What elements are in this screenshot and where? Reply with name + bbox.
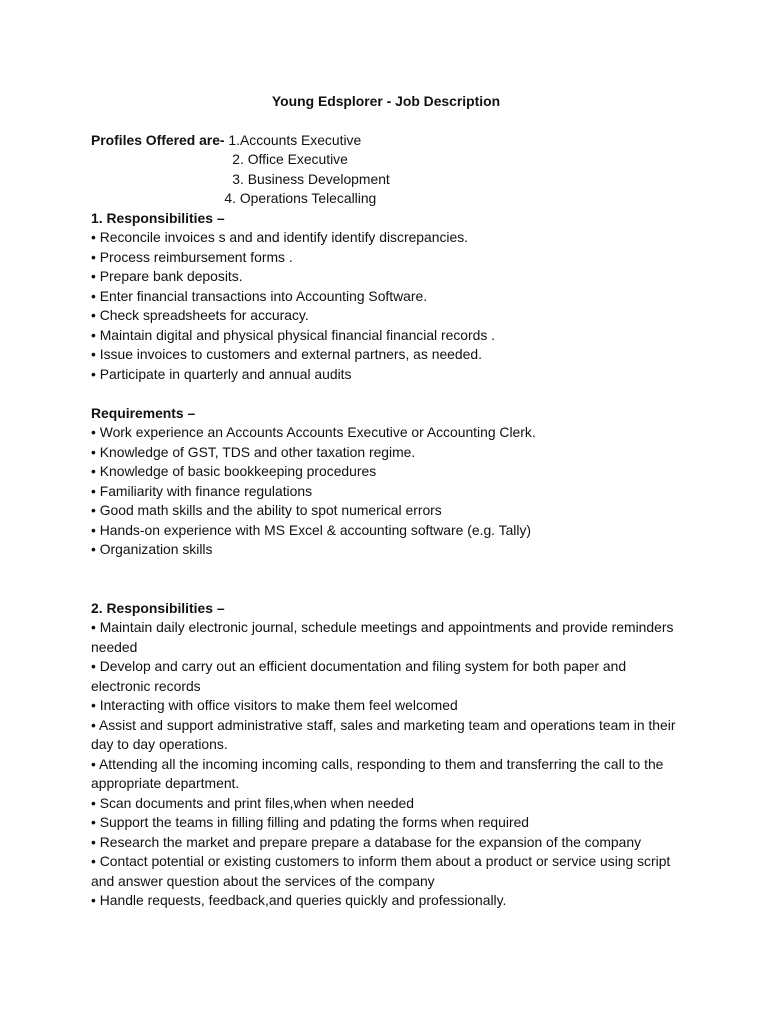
list-item: • Scan documents and print files,when when needed xyxy=(91,794,415,811)
section2-responsibilities-heading: 2. Responsibilities – xyxy=(91,599,225,616)
profiles-section xyxy=(91,131,681,209)
list-item: • Hands-on experience with MS Excel & accounting software (e.g. Tally) xyxy=(91,521,532,538)
profile-item: 3. Business Development xyxy=(228,170,390,187)
section1-responsibilities-list xyxy=(91,228,681,384)
list-item: • Process reimbursement forms . xyxy=(91,248,293,265)
profiles-list xyxy=(224,131,390,209)
list-item: • Support the teams in filling filling and pdating the forms when required xyxy=(91,814,530,830)
section1-responsibilities-heading: 1. Responsibilities – xyxy=(91,209,225,226)
section2-responsibilities-list xyxy=(91,618,681,911)
list-item: • Good math skills and the ability to spot numerical errors xyxy=(91,502,442,518)
profile-item: 4. Operations Telecalling xyxy=(224,190,377,206)
list-item: • Reconcile invoices s and and identify identify discrepancies. xyxy=(91,229,469,245)
list-item: • Handle requests, feedback,and queries quickly and professionally. xyxy=(91,892,507,908)
list-item: • Issue invoices to customers and external partners, as needed. xyxy=(91,346,482,362)
document-body xyxy=(91,92,681,911)
spacer xyxy=(91,560,681,599)
list-item: • Interacting with office visitors to make them feel welcomed xyxy=(91,697,458,713)
list-item: • Knowledge of basic bookkeeping procedures xyxy=(91,463,377,479)
list-item: • Prepare bank deposits. xyxy=(91,268,243,284)
profiles-label: Profiles Offered are- xyxy=(91,131,229,148)
list-item: • Develop and carry out an efficient documentation and filing system for both paper and electronic records xyxy=(91,658,627,694)
profile-item: 2. Office Executive xyxy=(228,151,348,167)
section1-requirements-list xyxy=(91,423,681,560)
list-item: • Familiarity with finance regulations xyxy=(91,482,313,499)
list-item: • Work experience an Accounts Accounts Executive or Accounting Clerk. xyxy=(91,424,536,440)
section1-requirements-heading: Requirements – xyxy=(91,404,196,421)
list-item: • Check spreadsheets for accuracy. xyxy=(91,307,309,323)
list-item: • Maintain daily electronic journal, schedule meetings and appointments and provide reminders needed xyxy=(91,619,674,655)
list-item: • Maintain digital and physical physical financial financial records . xyxy=(91,326,496,343)
spacer xyxy=(91,384,681,404)
document-title: Young Edsplorer - Job Description xyxy=(271,93,501,109)
list-item: • Research the market and prepare prepare a database for the expansion of the company xyxy=(91,833,642,850)
list-item: • Participate in quarterly and annual audits xyxy=(91,365,352,382)
list-item: • Knowledge of GST, TDS and other taxation regime. xyxy=(91,443,416,460)
list-item: • Assist and support administrative staff, sales and marketing team and operations team in their day to day operations. xyxy=(91,716,676,752)
list-item: • Enter financial transactions into Accounting Software. xyxy=(91,287,428,304)
list-item: • Organization skills xyxy=(91,541,213,557)
list-item: • Contact potential or existing customers to inform them about a product or service using script and answer question about the services of the company xyxy=(91,853,671,889)
list-item: • Attending all the incoming incoming calls, responding to them and transferring the call to the appropriate department. xyxy=(91,755,664,791)
profile-item: 1.Accounts Executive xyxy=(228,131,362,148)
